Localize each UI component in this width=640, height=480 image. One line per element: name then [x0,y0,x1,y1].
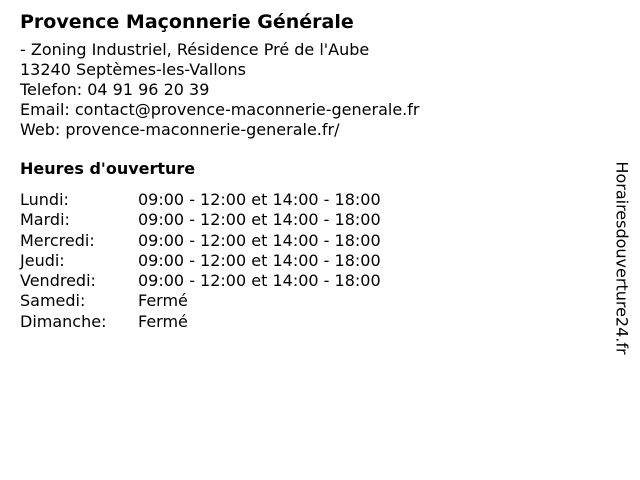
hours-time: 09:00 - 12:00 et 14:00 - 18:00 [138,271,381,291]
hours-day: Samedi: [20,291,86,311]
hours-day: Jeudi: [20,250,65,270]
business-card [20,10,600,332]
opening-hours-heading: Heures d'ouverture [20,159,196,178]
hours-time: 09:00 - 12:00 et 14:00 - 18:00 [138,250,381,270]
hours-row-lundi [20,190,600,210]
hours-time: 09:00 - 12:00 et 14:00 - 18:00 [138,210,381,230]
hours-time: 09:00 - 12:00 et 14:00 - 18:00 [138,230,381,250]
hours-day: Mercredi: [20,230,95,250]
hours-row-samedi [20,291,600,311]
address-line-2: 13240 Septèmes-les-Vallons [20,60,246,79]
hours-row-mercredi [20,231,600,251]
phone-line: Telefon: 04 91 96 20 39 [20,80,210,99]
hours-time: 09:00 - 12:00 et 14:00 - 18:00 [138,190,381,209]
hours-time: Fermé [138,311,188,331]
hours-row-mardi [20,210,600,230]
hours-row-dimanche [20,312,600,332]
site-watermark: Horairesdouverture24.fr [612,161,632,355]
opening-hours-table [20,190,600,332]
business-name: Provence Maçonnerie Générale [20,11,354,33]
hours-day: Lundi: [20,190,69,209]
hours-day: Vendredi: [20,271,96,291]
hours-day: Mardi: [20,210,70,230]
email-line: Email: contact@provence-maconnerie-generale.fr [20,100,420,119]
hours-row-vendredi [20,271,600,291]
website-line: Web: provence-maconnerie-generale.fr/ [20,120,340,139]
address-line-1: - Zoning Industriel, Résidence Pré de l'Aube [20,40,370,59]
hours-day: Dimanche: [20,311,107,331]
hours-time: Fermé [138,291,188,311]
hours-row-jeudi [20,251,600,271]
